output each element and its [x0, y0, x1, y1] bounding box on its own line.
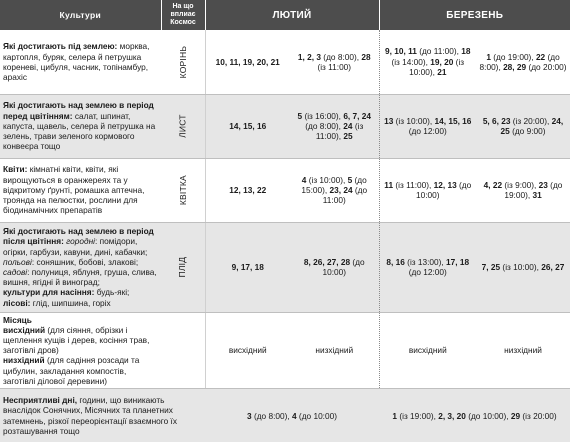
table-row-leaf	[0, 94, 570, 158]
mar-days-a: 8, 16 (із 13:00), 17, 18 (до 12:00)	[379, 222, 476, 312]
header-influence-line1: На що	[172, 3, 194, 10]
feb-days-b: 8, 26, 27, 28 (до 10:00)	[290, 222, 379, 312]
organ-cell	[161, 94, 205, 158]
organ-label: ЛИСТ	[177, 114, 188, 138]
mar-days-a: 13 (із 10:00), 14, 15, 16 (до 12:00)	[379, 94, 476, 158]
feb-days-b: 1, 2, 3 (до 8:00), 28 (із 11:00)	[290, 30, 379, 94]
feb-days-b: 4 (із 10:00), 5 (до 15:00), 23, 24 (до 11:00)	[290, 158, 379, 222]
organ-label: КОРІНЬ	[177, 45, 188, 78]
feb-unfavorable-days: 3 (до 8:00), 4 (до 10:00)	[205, 388, 379, 442]
mar-days-a: 11 (із 11:00), 12, 13 (до 10:00)	[379, 158, 476, 222]
mar-days-a: 9, 10, 11 (до 11:00), 18 (із 14:00), 19, 20 (із 10:00), 21	[379, 30, 476, 94]
feb-moon-a: висхідний	[205, 312, 290, 388]
feb-days-b: 5 (із 16:00), 6, 7, 24 (до 8:00), 24 (із 11:00), 25	[290, 94, 379, 158]
unfavorable-description: Несприятливі дні, години, що виникають внаслідок Сонячних, Місячних та планетних затемнень, різкої переорієнтації взаємного їх розташування тощо	[0, 388, 205, 442]
mar-unfavorable-days: 1 (із 19:00), 2, 3, 20 (до 10:00), 29 (із 20:00)	[379, 388, 570, 442]
mar-days-b: 7, 25 (із 10:00), 26, 27	[476, 222, 570, 312]
culture-description: Квіти: кімнатні квіти, квіти, які вирощуються в оранжереях та у відкритому ґрунті, ромашка аптечна, троянда на пелюстки, рослини для біодинамічних препаратів	[0, 158, 161, 222]
feb-days-a: 14, 15, 16	[205, 94, 290, 158]
culture-description: Які достигають під землею: морква, картопля, буряк, селера й петрушка кореневі, цибуля, часник, топінамбур, арахіс	[0, 30, 161, 94]
culture-description: Які достигають над землею в період перед цвітінням: салат, шпинат, капуста, щавель, селера й петрушка на зелень, трави зеленого кормового конвеєра тощо	[0, 94, 161, 158]
mar-moon-b: низхідний	[476, 312, 570, 388]
header-cultures: Культури	[0, 0, 161, 30]
organ-cell	[161, 30, 205, 94]
organ-cell	[161, 158, 205, 222]
header-february: ЛЮТИЙ	[205, 0, 379, 30]
culture-description: Які достигають над землею в період після цвітіння: городні: помідори, огірки, гарбузи, кавуни, дині, кабачки; польові: соняшник, бобові, злакові; садові: полуниця, яблуня, груша, слива, вишня, ягідні й виноград; культури для насіння: будь-які; лісові: глід, шипшина, горіх	[0, 222, 161, 312]
moon-description: Місяць висхідний (для сіяння, обрізки і щеплення кущів і дерев, косіння трав, заготівлі дров) низхідний (для садіння розсади та цибулин, закладання компостів, заготівлі ділової деревини)	[0, 312, 161, 388]
mar-moon-a: висхідний	[379, 312, 476, 388]
mar-days-b: 4, 22 (із 9:00), 23 (до 19:00), 31	[476, 158, 570, 222]
header-march: БЕРЕЗЕНЬ	[379, 0, 570, 30]
feb-days-a: 10, 11, 19, 20, 21	[205, 30, 290, 94]
table-row-unfavorable	[0, 388, 570, 442]
organ-label: ПЛІД	[177, 256, 188, 278]
organ-label: КВІТКА	[177, 174, 188, 205]
table-row-flower	[0, 158, 570, 222]
feb-moon-b: низхідний	[290, 312, 379, 388]
feb-days-a: 9, 17, 18	[205, 222, 290, 312]
organ-cell	[161, 222, 205, 312]
table-row-root	[0, 30, 570, 94]
table-row-fruit	[0, 222, 570, 312]
header-influence-line2: вплиає	[170, 11, 196, 18]
header-influence-line3: Космос	[170, 19, 196, 26]
feb-days-a: 12, 13, 22	[205, 158, 290, 222]
mar-days-b: 1 (до 19:00), 22 (до 8:00), 28, 29 (до 20:00)	[476, 30, 570, 94]
table-header	[0, 0, 570, 30]
header-influence	[161, 0, 205, 30]
organ-cell	[161, 312, 205, 388]
mar-days-b: 5, 6, 23 (із 20:00), 24, 25 (до 9:00)	[476, 94, 570, 158]
table-row-moon	[0, 312, 570, 388]
